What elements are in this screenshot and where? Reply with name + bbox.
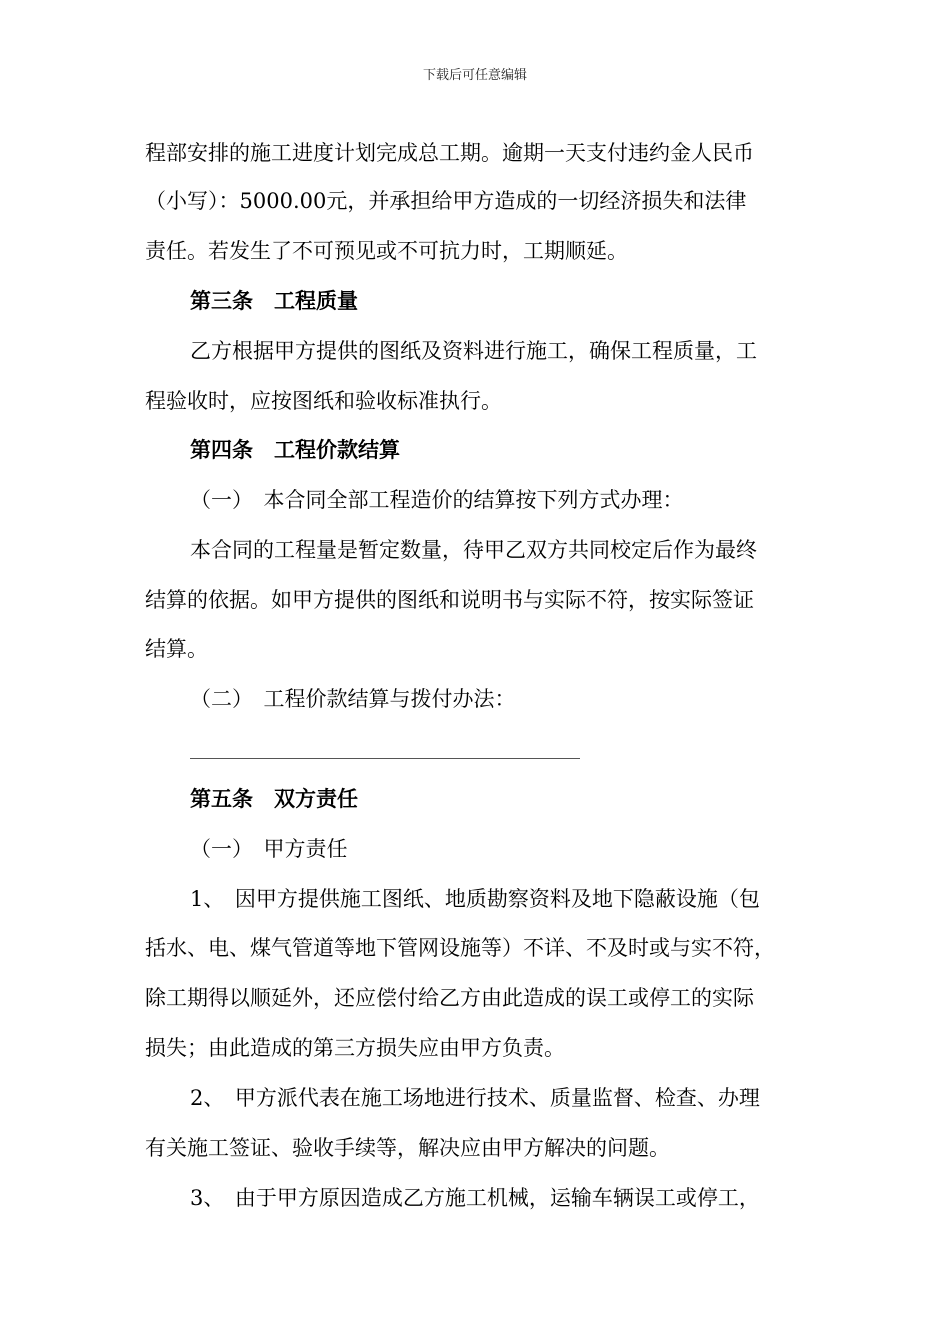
clause-line: （一） 本合同全部工程造价的结算按下列方式办理： xyxy=(190,488,684,512)
body-line: 结算的依据。如甲方提供的图纸和说明书与实际不符，按实际签证 xyxy=(145,588,754,612)
body-line: 本合同的工程量是暂定数量，待甲乙双方共同校定后作为最终 xyxy=(190,538,757,562)
article-5-heading: 第五条 双方责任 xyxy=(190,787,358,811)
clause-line: （二） 工程价款结算与拨付办法： xyxy=(190,687,516,711)
fill-in-blank-line xyxy=(190,758,580,759)
body-line: 程部安排的施工进度计划完成总工期。逾期一天支付违约金人民币 xyxy=(145,141,754,165)
body-line: 损失；由此造成的第三方损失应由甲方负责。 xyxy=(145,1036,565,1060)
article-4-heading: 第四条 工程价款结算 xyxy=(190,438,400,462)
page-header: 下载后可任意编辑 xyxy=(422,68,527,83)
body-line: 括水、电、煤气管道等地下管网设施等）不详、不及时或与实不符， xyxy=(145,936,775,960)
body-line: 乙方根据甲方提供的图纸及资料进行施工，确保工程质量，工 xyxy=(190,339,757,363)
body-line: （小写）：5000.00元，并承担给甲方造成的一切经济损失和法律 xyxy=(145,189,747,213)
clause-line: （一） 甲方责任 xyxy=(190,837,348,861)
body-line: 有关施工签证、验收手续等，解决应由甲方解决的问题。 xyxy=(145,1136,670,1160)
item-line: 2、 甲方派代表在施工场地进行技术、质量监督、检查、办理 xyxy=(190,1086,760,1110)
item-line: 3、 由于甲方原因造成乙方施工机械，运输车辆误工或停工， xyxy=(190,1186,760,1210)
body-line: 除工期得以顺延外，还应偿付给乙方由此造成的误工或停工的实际 xyxy=(145,986,754,1010)
body-line: 程验收时，应按图纸和验收标准执行。 xyxy=(145,389,502,413)
body-line: 结算。 xyxy=(145,637,208,661)
item-line: 1、 因甲方提供施工图纸、地质勘察资料及地下隐蔽设施（包 xyxy=(190,887,760,911)
body-line: 责任。若发生了不可预见或不可抗力时，工期顺延。 xyxy=(145,239,628,263)
article-3-heading: 第三条 工程质量 xyxy=(190,289,358,313)
